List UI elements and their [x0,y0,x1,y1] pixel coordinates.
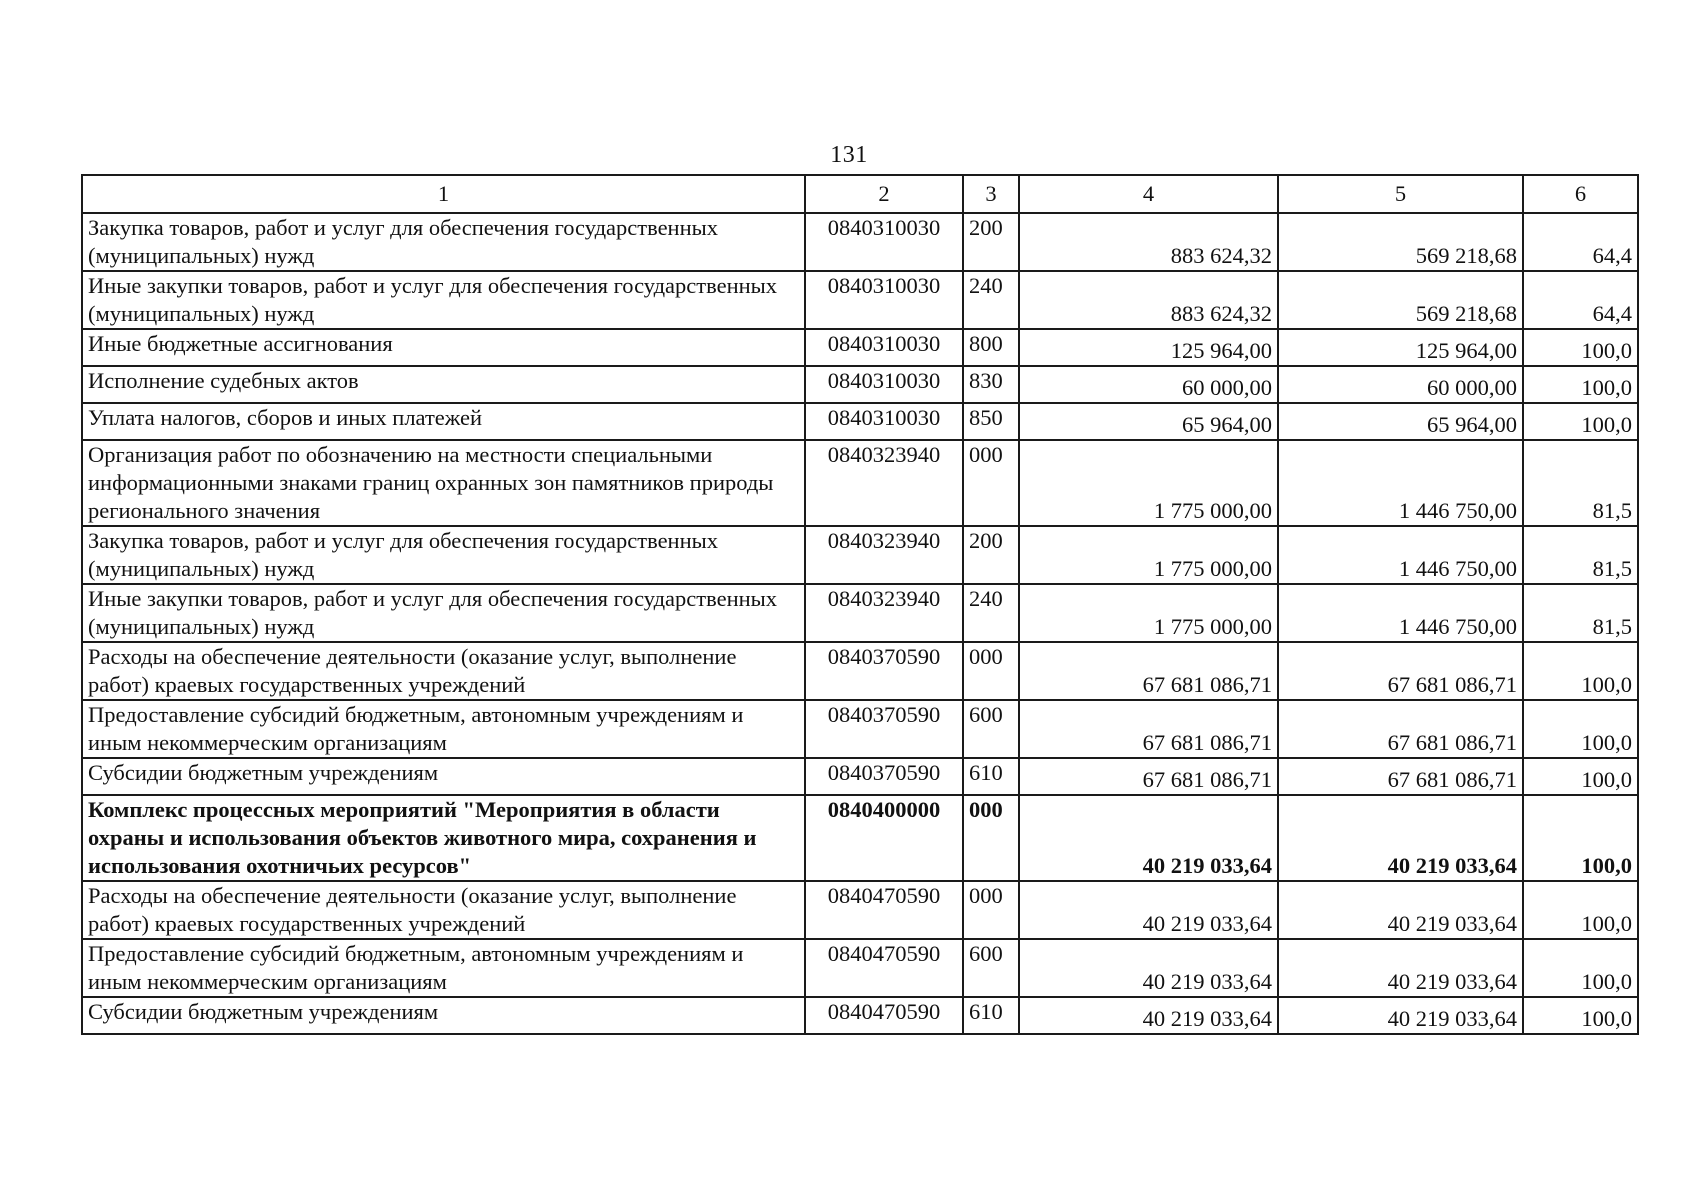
table-row [82,526,1638,584]
row-col4-cell: 40 219 033,64 [1019,795,1278,881]
row-col5-cell: 60 000,00 [1278,366,1523,403]
row-name-cell: Иные бюджетные ассигнования [82,329,805,366]
row-name-cell: Уплата налогов, сборов и иных платежей [82,403,805,440]
row-col6-cell: 81,5 [1523,584,1638,642]
row-type-cell: 000 [963,881,1019,939]
row-col5-cell: 40 219 033,64 [1278,881,1523,939]
row-code-cell: 0840370590 [805,758,963,795]
row-col4-cell: 67 681 086,71 [1019,642,1278,700]
row-col4-cell: 40 219 033,64 [1019,939,1278,997]
row-col6-cell: 100,0 [1523,939,1638,997]
row-code-cell: 0840323940 [805,584,963,642]
row-col6-cell: 100,0 [1523,700,1638,758]
table-row [82,329,1638,366]
row-col5-cell: 40 219 033,64 [1278,997,1523,1034]
row-col4-cell: 125 964,00 [1019,329,1278,366]
row-col6-cell: 100,0 [1523,795,1638,881]
row-code-cell: 0840310030 [805,403,963,440]
row-name-cell: Комплекс процессных мероприятий "Мероприятия в области охраны и использования объектов животного мира, сохранения и использования охотничьих ресурсов" [82,795,805,881]
table-row [82,440,1638,526]
row-type-cell: 600 [963,939,1019,997]
row-type-cell: 240 [963,271,1019,329]
row-col5-cell: 1 446 750,00 [1278,526,1523,584]
table-row [82,758,1638,795]
table-row [82,642,1638,700]
row-type-cell: 000 [963,642,1019,700]
table-row [82,403,1638,440]
row-col5-cell: 1 446 750,00 [1278,584,1523,642]
row-col5-cell: 65 964,00 [1278,403,1523,440]
row-type-cell: 850 [963,403,1019,440]
row-col4-cell: 883 624,32 [1019,213,1278,271]
row-name-cell: Субсидии бюджетным учреждениям [82,758,805,795]
table-row [82,939,1638,997]
row-name-cell: Иные закупки товаров, работ и услуг для обеспечения государственных (муниципальных) нужд [82,584,805,642]
row-type-cell: 610 [963,997,1019,1034]
row-col5-cell: 40 219 033,64 [1278,939,1523,997]
row-name-cell: Закупка товаров, работ и услуг для обеспечения государственных (муниципальных) нужд [82,213,805,271]
row-code-cell: 0840310030 [805,213,963,271]
row-col6-cell: 100,0 [1523,366,1638,403]
row-code-cell: 0840400000 [805,795,963,881]
row-name-cell: Закупка товаров, работ и услуг для обеспечения государственных (муниципальных) нужд [82,526,805,584]
table-row [82,584,1638,642]
header-col-2: 2 [805,175,963,213]
row-code-cell: 0840323940 [805,526,963,584]
row-col5-cell: 67 681 086,71 [1278,700,1523,758]
table-row [82,997,1638,1034]
row-col4-cell: 40 219 033,64 [1019,881,1278,939]
row-col6-cell: 100,0 [1523,997,1638,1034]
row-type-cell: 200 [963,526,1019,584]
row-col4-cell: 67 681 086,71 [1019,758,1278,795]
row-col6-cell: 100,0 [1523,881,1638,939]
table-header-row [82,175,1638,213]
row-col4-cell: 883 624,32 [1019,271,1278,329]
row-name-cell: Иные закупки товаров, работ и услуг для обеспечения государственных (муниципальных) нужд [82,271,805,329]
row-col4-cell: 1 775 000,00 [1019,584,1278,642]
page-number: 131 [830,142,868,168]
row-col4-cell: 1 775 000,00 [1019,440,1278,526]
header-col-4: 4 [1019,175,1278,213]
header-col-1: 1 [82,175,805,213]
row-col5-cell: 569 218,68 [1278,213,1523,271]
row-name-cell: Предоставление субсидий бюджетным, автономным учреждениям и иным некоммерческим организациям [82,700,805,758]
row-col6-cell: 81,5 [1523,440,1638,526]
row-col6-cell: 81,5 [1523,526,1638,584]
row-name-cell: Субсидии бюджетным учреждениям [82,997,805,1034]
row-code-cell: 0840470590 [805,939,963,997]
table-row [82,213,1638,271]
table-row [82,795,1638,881]
row-col5-cell: 67 681 086,71 [1278,758,1523,795]
row-code-cell: 0840310030 [805,366,963,403]
row-col4-cell: 65 964,00 [1019,403,1278,440]
row-col6-cell: 64,4 [1523,271,1638,329]
row-type-cell: 000 [963,440,1019,526]
row-name-cell: Расходы на обеспечение деятельности (оказание услуг, выполнение работ) краевых государственных учреждений [82,881,805,939]
header-col-3: 3 [963,175,1019,213]
row-type-cell: 610 [963,758,1019,795]
row-type-cell: 200 [963,213,1019,271]
row-code-cell: 0840470590 [805,997,963,1034]
row-col5-cell: 1 446 750,00 [1278,440,1523,526]
row-name-cell: Исполнение судебных актов [82,366,805,403]
row-code-cell: 0840310030 [805,329,963,366]
row-col5-cell: 67 681 086,71 [1278,642,1523,700]
row-col5-cell: 569 218,68 [1278,271,1523,329]
table-body [82,175,1638,1034]
row-type-cell: 000 [963,795,1019,881]
row-col6-cell: 100,0 [1523,403,1638,440]
table-row [82,271,1638,329]
row-type-cell: 800 [963,329,1019,366]
table-row [82,366,1638,403]
row-code-cell: 0840470590 [805,881,963,939]
table-row [82,700,1638,758]
row-col4-cell: 60 000,00 [1019,366,1278,403]
budget-execution-table [81,174,1639,1035]
row-col6-cell: 100,0 [1523,329,1638,366]
row-col4-cell: 40 219 033,64 [1019,997,1278,1034]
row-name-cell: Организация работ по обозначению на местности специальными информационными знаками границ охранных зон памятников природы регионального значения [82,440,805,526]
row-col5-cell: 40 219 033,64 [1278,795,1523,881]
table-row [82,881,1638,939]
header-col-6: 6 [1523,175,1638,213]
row-type-cell: 240 [963,584,1019,642]
row-col5-cell: 125 964,00 [1278,329,1523,366]
row-col6-cell: 100,0 [1523,758,1638,795]
row-name-cell: Предоставление субсидий бюджетным, автономным учреждениям и иным некоммерческим организациям [82,939,805,997]
row-col6-cell: 100,0 [1523,642,1638,700]
row-col4-cell: 67 681 086,71 [1019,700,1278,758]
row-name-cell: Расходы на обеспечение деятельности (оказание услуг, выполнение работ) краевых государственных учреждений [82,642,805,700]
row-type-cell: 600 [963,700,1019,758]
row-code-cell: 0840370590 [805,700,963,758]
header-col-5: 5 [1278,175,1523,213]
row-code-cell: 0840370590 [805,642,963,700]
row-code-cell: 0840310030 [805,271,963,329]
row-col4-cell: 1 775 000,00 [1019,526,1278,584]
row-col6-cell: 64,4 [1523,213,1638,271]
row-code-cell: 0840323940 [805,440,963,526]
row-type-cell: 830 [963,366,1019,403]
